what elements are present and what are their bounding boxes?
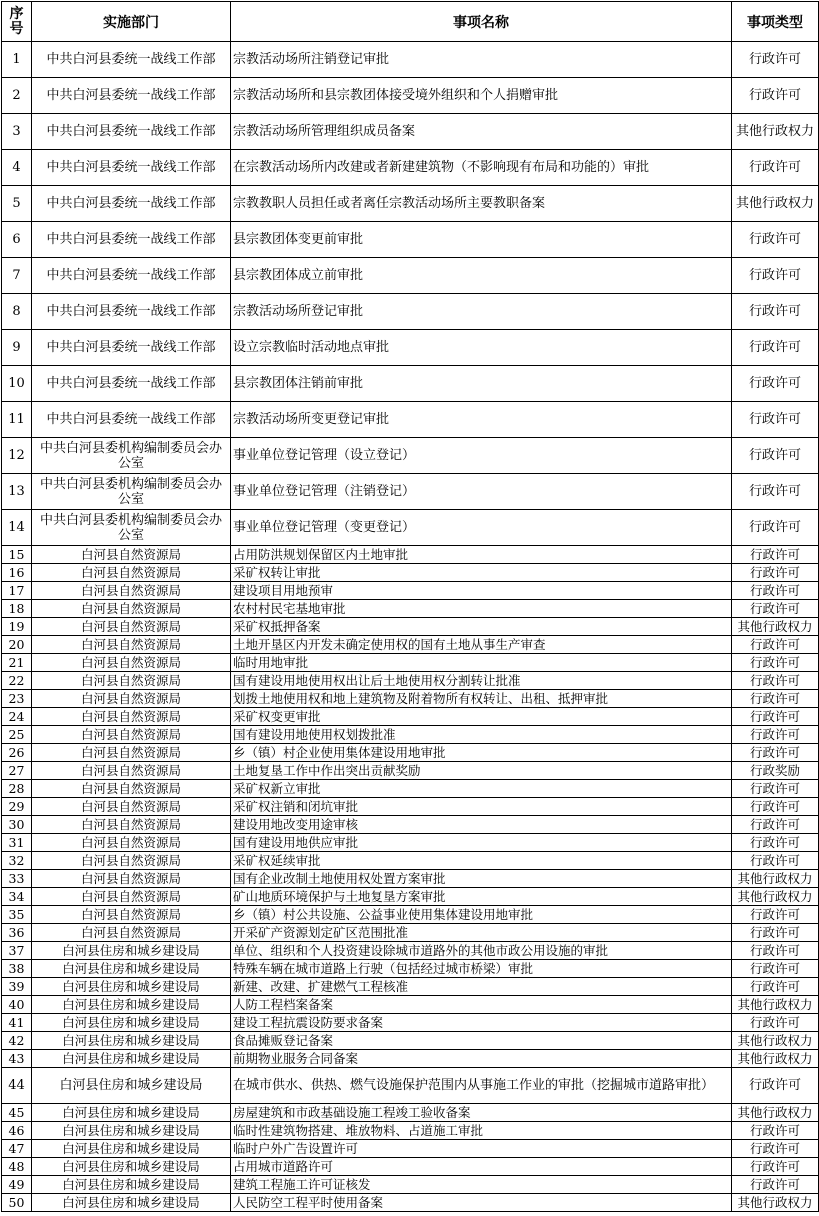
cell-name: 国有建设用地使用权划拨批准: [231, 726, 732, 744]
cell-type: 其他行政权力: [732, 996, 819, 1014]
header-dept: 实施部门: [32, 2, 231, 42]
cell-type: 其他行政权力: [732, 1032, 819, 1050]
cell-type: 行政许可: [732, 960, 819, 978]
cell-no: 26: [2, 744, 32, 762]
cell-type: 其他行政权力: [732, 618, 819, 636]
cell-dept: 白河县住房和城乡建设局: [32, 942, 231, 960]
cell-dept: 白河县住房和城乡建设局: [32, 1032, 231, 1050]
cell-type: 行政许可: [732, 726, 819, 744]
cell-dept: 白河县自然资源局: [32, 600, 231, 618]
cell-type: 行政许可: [732, 780, 819, 798]
cell-no: 37: [2, 942, 32, 960]
cell-no: 11: [2, 402, 32, 438]
cell-name: 宗教活动场所注销登记审批: [231, 42, 732, 78]
table-row: [2, 1140, 819, 1158]
cell-name: 单位、组织和个人投资建设除城市道路外的其他市政公用设施的审批: [231, 942, 732, 960]
cell-dept: 白河县自然资源局: [32, 888, 231, 906]
table-row: [2, 1032, 819, 1050]
table-row: [2, 402, 819, 438]
table-row: [2, 888, 819, 906]
cell-no: 10: [2, 366, 32, 402]
table-row: [2, 42, 819, 78]
cell-type: 行政许可: [732, 258, 819, 294]
cell-dept: 中共白河县委统一战线工作部: [32, 78, 231, 114]
cell-no: 21: [2, 654, 32, 672]
cell-name: 宗教活动场所和县宗教团体接受境外组织和个人捐赠审批: [231, 78, 732, 114]
cell-type: 行政许可: [732, 582, 819, 600]
table-row: [2, 816, 819, 834]
table-row: [2, 258, 819, 294]
cell-name: 采矿权转让审批: [231, 564, 732, 582]
cell-name: 农村村民宅基地审批: [231, 600, 732, 618]
cell-dept: 白河县自然资源局: [32, 690, 231, 708]
cell-dept: 白河县自然资源局: [32, 708, 231, 726]
cell-no: 17: [2, 582, 32, 600]
cell-dept: 白河县自然资源局: [32, 546, 231, 564]
cell-dept: 中共白河县委统一战线工作部: [32, 114, 231, 150]
cell-no: 1: [2, 42, 32, 78]
cell-no: 30: [2, 816, 32, 834]
cell-no: 18: [2, 600, 32, 618]
cell-name: 在宗教活动场所内改建或者新建建筑物（不影响现有布局和功能的）审批: [231, 150, 732, 186]
table-row: [2, 546, 819, 564]
cell-name: 矿山地质环境保护与土地复垦方案审批: [231, 888, 732, 906]
header-type: 事项类型: [732, 2, 819, 42]
cell-no: 3: [2, 114, 32, 150]
cell-name: 土地开垦区内开发未确定使用权的国有土地从事生产审查: [231, 636, 732, 654]
header-no: 序号: [2, 2, 32, 42]
cell-dept: 白河县自然资源局: [32, 798, 231, 816]
cell-no: 28: [2, 780, 32, 798]
cell-no: 23: [2, 690, 32, 708]
cell-dept: 白河县自然资源局: [32, 618, 231, 636]
cell-no: 49: [2, 1176, 32, 1194]
cell-dept: 白河县自然资源局: [32, 852, 231, 870]
cell-type: 行政许可: [732, 834, 819, 852]
cell-no: 35: [2, 906, 32, 924]
table-row: [2, 1122, 819, 1140]
cell-dept: 白河县自然资源局: [32, 780, 231, 798]
table-row: [2, 654, 819, 672]
cell-type: 其他行政权力: [732, 114, 819, 150]
cell-type: 行政许可: [732, 798, 819, 816]
table-row: [2, 1050, 819, 1068]
cell-no: 9: [2, 330, 32, 366]
cell-no: 36: [2, 924, 32, 942]
cell-type: 行政许可: [732, 222, 819, 258]
cell-type: 行政许可: [732, 1014, 819, 1032]
table-row: [2, 222, 819, 258]
cell-type: 行政许可: [732, 1068, 819, 1104]
table-row: [2, 600, 819, 618]
table-row: [2, 906, 819, 924]
cell-name: 采矿权变更审批: [231, 708, 732, 726]
table-body: [2, 42, 819, 1212]
cell-type: 行政许可: [732, 150, 819, 186]
header-name: 事项名称: [231, 2, 732, 42]
cell-no: 12: [2, 438, 32, 474]
cell-type: 其他行政权力: [732, 186, 819, 222]
table-row: [2, 852, 819, 870]
items-table: [1, 1, 819, 1212]
cell-dept: 白河县自然资源局: [32, 744, 231, 762]
cell-no: 50: [2, 1194, 32, 1212]
cell-type: 行政许可: [732, 708, 819, 726]
table-row: [2, 1176, 819, 1194]
cell-no: 34: [2, 888, 32, 906]
cell-type: 行政奖励: [732, 762, 819, 780]
cell-no: 44: [2, 1068, 32, 1104]
cell-dept: 白河县自然资源局: [32, 654, 231, 672]
cell-dept: 中共白河县委统一战线工作部: [32, 366, 231, 402]
cell-dept: 中共白河县委统一战线工作部: [32, 222, 231, 258]
table-row: [2, 366, 819, 402]
cell-name: 临时户外广告设置许可: [231, 1140, 732, 1158]
table-row: [2, 870, 819, 888]
cell-type: 行政许可: [732, 852, 819, 870]
cell-dept: 白河县住房和城乡建设局: [32, 978, 231, 996]
cell-type: 行政许可: [732, 546, 819, 564]
table-row: [2, 1158, 819, 1176]
cell-type: 行政许可: [732, 42, 819, 78]
cell-type: 行政许可: [732, 1140, 819, 1158]
table-row: [2, 618, 819, 636]
cell-dept: 白河县自然资源局: [32, 816, 231, 834]
cell-name: 事业单位登记管理（变更登记）: [231, 510, 732, 546]
cell-dept: 白河县住房和城乡建设局: [32, 1068, 231, 1104]
table-row: [2, 150, 819, 186]
cell-name: 乡（镇）村公共设施、公益事业使用集体建设用地审批: [231, 906, 732, 924]
table-row: [2, 438, 819, 474]
cell-dept: 白河县自然资源局: [32, 582, 231, 600]
cell-dept: 白河县自然资源局: [32, 906, 231, 924]
cell-name: 人民防空工程平时使用备案: [231, 1194, 732, 1212]
cell-name: 宗教活动场所管理组织成员备案: [231, 114, 732, 150]
cell-no: 33: [2, 870, 32, 888]
cell-type: 行政许可: [732, 690, 819, 708]
cell-name: 事业单位登记管理（注销登记）: [231, 474, 732, 510]
cell-type: 行政许可: [732, 402, 819, 438]
cell-name: 在城市供水、供热、燃气设施保护范围内从事施工作业的审批（挖掘城市道路审批）: [231, 1068, 732, 1104]
cell-name: 房屋建筑和市政基础设施工程竣工验收备案: [231, 1104, 732, 1122]
cell-no: 22: [2, 672, 32, 690]
cell-type: 其他行政权力: [732, 888, 819, 906]
cell-name: 临时性建筑物搭建、堆放物料、占道施工审批: [231, 1122, 732, 1140]
cell-no: 14: [2, 510, 32, 546]
cell-type: 行政许可: [732, 294, 819, 330]
cell-type: 行政许可: [732, 474, 819, 510]
cell-no: 45: [2, 1104, 32, 1122]
cell-dept: 白河县自然资源局: [32, 564, 231, 582]
cell-no: 19: [2, 618, 32, 636]
cell-dept: 白河县自然资源局: [32, 762, 231, 780]
cell-type: 其他行政权力: [732, 870, 819, 888]
cell-type: 行政许可: [732, 636, 819, 654]
cell-name: 宗教活动场所变更登记审批: [231, 402, 732, 438]
cell-name: 设立宗教临时活动地点审批: [231, 330, 732, 366]
cell-dept: 白河县自然资源局: [32, 924, 231, 942]
cell-type: 行政许可: [732, 438, 819, 474]
cell-type: 行政许可: [732, 366, 819, 402]
cell-no: 6: [2, 222, 32, 258]
cell-dept: 中共白河县委统一战线工作部: [32, 186, 231, 222]
cell-no: 20: [2, 636, 32, 654]
cell-dept: 中共白河县委统一战线工作部: [32, 402, 231, 438]
table-row: [2, 1104, 819, 1122]
cell-type: 行政许可: [732, 1158, 819, 1176]
cell-type: 行政许可: [732, 942, 819, 960]
cell-type: 行政许可: [732, 600, 819, 618]
cell-type: 行政许可: [732, 654, 819, 672]
cell-no: 4: [2, 150, 32, 186]
cell-type: 行政许可: [732, 78, 819, 114]
cell-no: 39: [2, 978, 32, 996]
cell-no: 32: [2, 852, 32, 870]
cell-type: 行政许可: [732, 744, 819, 762]
cell-name: 县宗教团体成立前审批: [231, 258, 732, 294]
cell-name: 食品摊贩登记备案: [231, 1032, 732, 1050]
cell-name: 建设用地改变用途审核: [231, 816, 732, 834]
cell-name: 县宗教团体注销前审批: [231, 366, 732, 402]
cell-dept: 白河县住房和城乡建设局: [32, 1014, 231, 1032]
cell-name: 建筑工程施工许可证核发: [231, 1176, 732, 1194]
cell-name: 建设项目用地预审: [231, 582, 732, 600]
cell-no: 27: [2, 762, 32, 780]
cell-no: 43: [2, 1050, 32, 1068]
cell-type: 行政许可: [732, 1122, 819, 1140]
table-row: [2, 78, 819, 114]
table-row: [2, 672, 819, 690]
cell-no: 16: [2, 564, 32, 582]
cell-name: 宗教教职人员担任或者离任宗教活动场所主要教职备案: [231, 186, 732, 222]
table-row: [2, 762, 819, 780]
cell-no: 29: [2, 798, 32, 816]
cell-name: 划拨土地使用权和地上建筑物及附着物所有权转让、出租、抵押审批: [231, 690, 732, 708]
cell-name: 建设工程抗震设防要求备案: [231, 1014, 732, 1032]
cell-name: 采矿权新立审批: [231, 780, 732, 798]
table-row: [2, 330, 819, 366]
cell-type: 行政许可: [732, 510, 819, 546]
table-row: [2, 834, 819, 852]
table-row: [2, 690, 819, 708]
cell-dept: 中共白河县委统一战线工作部: [32, 330, 231, 366]
table-row: [2, 474, 819, 510]
cell-dept: 白河县住房和城乡建设局: [32, 996, 231, 1014]
table-row: [2, 996, 819, 1014]
table-row: [2, 1194, 819, 1212]
table-row: [2, 780, 819, 798]
cell-dept: 中共白河县委统一战线工作部: [32, 42, 231, 78]
cell-no: 47: [2, 1140, 32, 1158]
cell-name: 事业单位登记管理（设立登记）: [231, 438, 732, 474]
cell-dept: 白河县住房和城乡建设局: [32, 1194, 231, 1212]
cell-dept: 白河县自然资源局: [32, 834, 231, 852]
cell-name: 前期物业服务合同备案: [231, 1050, 732, 1068]
cell-name: 国有建设用地使用权出让后土地使用权分割转让批准: [231, 672, 732, 690]
table-row: [2, 114, 819, 150]
cell-dept: 白河县自然资源局: [32, 870, 231, 888]
table-row: [2, 510, 819, 546]
cell-name: 特殊车辆在城市道路上行驶（包括经过城市桥梁）审批: [231, 960, 732, 978]
table-row: [2, 1014, 819, 1032]
cell-dept: 中共白河县委机构编制委员会办公室: [32, 438, 231, 474]
cell-name: 人防工程档案备案: [231, 996, 732, 1014]
table-row: [2, 186, 819, 222]
cell-no: 7: [2, 258, 32, 294]
cell-no: 2: [2, 78, 32, 114]
cell-dept: 白河县自然资源局: [32, 726, 231, 744]
table-row: [2, 942, 819, 960]
cell-no: 8: [2, 294, 32, 330]
cell-dept: 白河县自然资源局: [32, 672, 231, 690]
cell-name: 采矿权延续审批: [231, 852, 732, 870]
cell-type: 其他行政权力: [732, 1050, 819, 1068]
cell-type: 行政许可: [732, 1176, 819, 1194]
cell-type: 行政许可: [732, 924, 819, 942]
cell-dept: 白河县住房和城乡建设局: [32, 1158, 231, 1176]
cell-dept: 中共白河县委机构编制委员会办公室: [32, 510, 231, 546]
cell-name: 占用防洪规划保留区内土地审批: [231, 546, 732, 564]
cell-no: 13: [2, 474, 32, 510]
table-row: [2, 798, 819, 816]
cell-no: 40: [2, 996, 32, 1014]
cell-no: 31: [2, 834, 32, 852]
table-row: [2, 978, 819, 996]
cell-no: 5: [2, 186, 32, 222]
cell-type: 行政许可: [732, 978, 819, 996]
table-row: [2, 582, 819, 600]
cell-name: 乡（镇）村企业使用集体建设用地审批: [231, 744, 732, 762]
cell-name: 宗教活动场所登记审批: [231, 294, 732, 330]
cell-type: 行政许可: [732, 564, 819, 582]
cell-no: 15: [2, 546, 32, 564]
cell-dept: 白河县自然资源局: [32, 636, 231, 654]
cell-no: 48: [2, 1158, 32, 1176]
cell-dept: 中共白河县委统一战线工作部: [32, 150, 231, 186]
table-row: [2, 564, 819, 582]
cell-name: 国有建设用地供应审批: [231, 834, 732, 852]
header-row: [2, 2, 819, 42]
cell-type: 行政许可: [732, 672, 819, 690]
cell-dept: 中共白河县委机构编制委员会办公室: [32, 474, 231, 510]
cell-no: 38: [2, 960, 32, 978]
cell-name: 开采矿产资源划定矿区范围批准: [231, 924, 732, 942]
cell-type: 行政许可: [732, 330, 819, 366]
table-row: [2, 708, 819, 726]
table-row: [2, 960, 819, 978]
cell-name: 占用城市道路许可: [231, 1158, 732, 1176]
cell-name: 采矿权抵押备案: [231, 618, 732, 636]
cell-no: 41: [2, 1014, 32, 1032]
table-row: [2, 744, 819, 762]
cell-name: 新建、改建、扩建燃气工程核准: [231, 978, 732, 996]
cell-dept: 白河县住房和城乡建设局: [32, 1050, 231, 1068]
cell-dept: 白河县住房和城乡建设局: [32, 1176, 231, 1194]
cell-dept: 中共白河县委统一战线工作部: [32, 258, 231, 294]
cell-type: 其他行政权力: [732, 1194, 819, 1212]
cell-name: 国有企业改制土地使用权处置方案审批: [231, 870, 732, 888]
cell-no: 24: [2, 708, 32, 726]
cell-type: 行政许可: [732, 906, 819, 924]
cell-dept: 白河县住房和城乡建设局: [32, 960, 231, 978]
cell-name: 临时用地审批: [231, 654, 732, 672]
table-row: [2, 636, 819, 654]
cell-type: 行政许可: [732, 816, 819, 834]
cell-no: 25: [2, 726, 32, 744]
cell-dept: 白河县住房和城乡建设局: [32, 1122, 231, 1140]
cell-no: 42: [2, 1032, 32, 1050]
cell-dept: 中共白河县委统一战线工作部: [32, 294, 231, 330]
cell-name: 土地复垦工作中作出突出贡献奖励: [231, 762, 732, 780]
cell-name: 采矿权注销和闭坑审批: [231, 798, 732, 816]
cell-name: 县宗教团体变更前审批: [231, 222, 732, 258]
cell-dept: 白河县住房和城乡建设局: [32, 1140, 231, 1158]
table-row: [2, 1068, 819, 1104]
cell-no: 46: [2, 1122, 32, 1140]
cell-dept: 白河县住房和城乡建设局: [32, 1104, 231, 1122]
table-row: [2, 294, 819, 330]
cell-type: 其他行政权力: [732, 1104, 819, 1122]
table-row: [2, 726, 819, 744]
table-row: [2, 924, 819, 942]
